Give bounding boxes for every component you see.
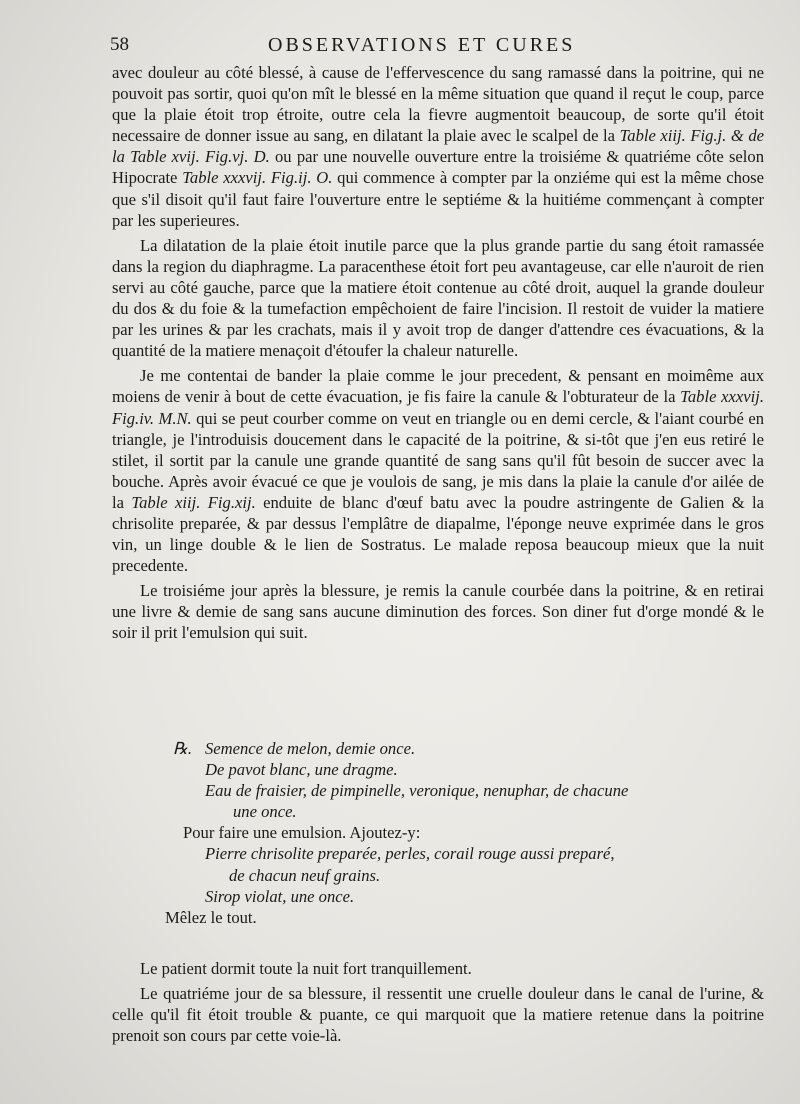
text-run: qui commence à compter par la onziéme qui est la même chose que s'il disoit qu'il faut faire l'ouverture entre le septiéme & la huitiéme commençant à compter par les superieures. xyxy=(112,168,764,230)
recipe-line-text: Semence de melon, demie once. xyxy=(205,739,416,758)
text-run: ou par une nouvelle ouverture entre la troisiéme & quatriéme côte selon Hipocrate xyxy=(112,147,764,188)
figure-reference: Table xxxvij. Fig.ij. O. xyxy=(182,168,333,188)
recipe-line xyxy=(165,886,765,907)
running-title: OBSERVATIONS ET CURES xyxy=(268,34,576,56)
recipe-line xyxy=(165,780,765,801)
recipe-line-text: Mêlez le tout. xyxy=(165,907,257,927)
main-text xyxy=(112,62,764,648)
recipe-line xyxy=(165,801,765,822)
recipe-line xyxy=(165,843,765,864)
recipe-line-text: De pavot blanc, une dragme. xyxy=(205,760,398,780)
text-run: Je me contentai de bander la plaie comme le jour precedent, & pensant en moimême aux moiens de venir à bout de cette évacuation, je fis faire la canule & l'obturateur de la xyxy=(112,366,764,407)
paragraph xyxy=(112,365,764,576)
recipe-line xyxy=(165,738,765,759)
text-run: qui se peut courber comme on veut en triangle ou en demi cercle, & l'aiant courbé en triangle, je l'introduisis doucement dans le capacité de la poitrine, & si-tôt que j'en eus retiré le stilet, il sortit par la canule une grande quantité de sang sans qu'il fût besoin de succer avec la bouche. Après avoir évacué ce que je voulois de sang, je mis dans la plaie la canule d'or ailée de la xyxy=(112,408,764,512)
text-run: Le troisiéme jour après la blessure, je remis la canule courbée dans la poitrine, & en retirai une livre & demie de sang sans aucune diminution des forces. Son diner fut d'orge mondé & le soir il prit l'emulsion qui suit. xyxy=(112,581,764,643)
page-header xyxy=(110,34,800,62)
text-run: avec douleur au côté blessé, à cause de l'effervescence du sang ramassé dans la poitrine, qui ne pouvoit pas sortir, quoi qu'on mît le blessé en la même situation que quand il reçut le coup, parce que la plaie étoit trop étroite, outre cela la fievre augmentoit beaucoup, de sorte qu'il étoit necessaire de donner issue au sang, en dilatant la plaie avec le scalpel de la xyxy=(112,63,764,146)
closing-text xyxy=(112,958,764,1050)
paragraph xyxy=(112,62,764,231)
recipe-line-text: Sirop violat, une once. xyxy=(205,886,355,906)
recipe-line xyxy=(165,865,765,886)
figure-reference: Table xiij. Fig.j. & de la Table xvij. Fig.vj. D. xyxy=(112,126,765,167)
recipe-line xyxy=(165,822,765,843)
page-number: 58 xyxy=(110,34,129,55)
paragraph: Le quatriéme jour de sa blessure, il ressentit une cruelle douleur dans le canal de l'urine, & celle qu'il fit étoit trouble & puante, ce qui marquoit que la matiere retenue dans la poitrine prenoit son cours par cette voie-là. xyxy=(112,984,764,1046)
paragraph xyxy=(112,235,764,362)
paragraph xyxy=(112,580,764,643)
figure-reference: Table xiij. Fig.xij. xyxy=(131,492,256,512)
recipe-line-text: Pour faire une emulsion. Ajoutez-y: xyxy=(183,823,421,843)
recipe-line-text: une once. xyxy=(233,802,297,822)
paragraph: Le patient dormit toute la nuit fort tranquillement. xyxy=(140,959,472,978)
recipe-line xyxy=(165,759,765,780)
text-run: enduite de blanc d'œuf batu avec la poudre astringente de Galien & la chrisolite preparée, & par dessus l'emplâtre de diapalme, l'éponge neuve exprimée dans le gros vin, un linge double & le lien de Sostratus. Le malade reposa beaucoup mieux que la nuit precedente. xyxy=(112,492,764,576)
recipe-line-text: Eau de fraisier, de pimpinelle, veronique, nenuphar, de chacune xyxy=(205,781,629,801)
recipe-line-text: de chacun neuf grains. xyxy=(229,865,381,885)
text-run: La dilatation de la plaie étoit inutile parce que la plus grande partie du sang étoit ramassée dans la region du diaphragme. La paracenthese étoit fort peu avantageuse, car elle n'auroit de rien servi au côté gauche, parce que la matiere étoit contenue au côté droit, auquel la grande douleur du dos & du foie & la tumefaction empêchoient de faire l'incision. Il restoit de vuider la matiere par les urines & par les crachats, mais il y avoit trop de danger d'attendre ces évacuations, & la quantité de la matiere menaçoit d'étoufer la chaleur naturelle. xyxy=(112,235,764,361)
recipe-line xyxy=(165,907,765,928)
recipe-symbol: ℞. xyxy=(173,739,193,758)
recipe-line-text: Pierre chrisolite preparée, perles, corail rouge aussi preparé, xyxy=(205,844,615,864)
figure-reference: Table xxxvij. Fig.iv. M.N. xyxy=(112,387,764,428)
recipe-block xyxy=(165,738,765,928)
